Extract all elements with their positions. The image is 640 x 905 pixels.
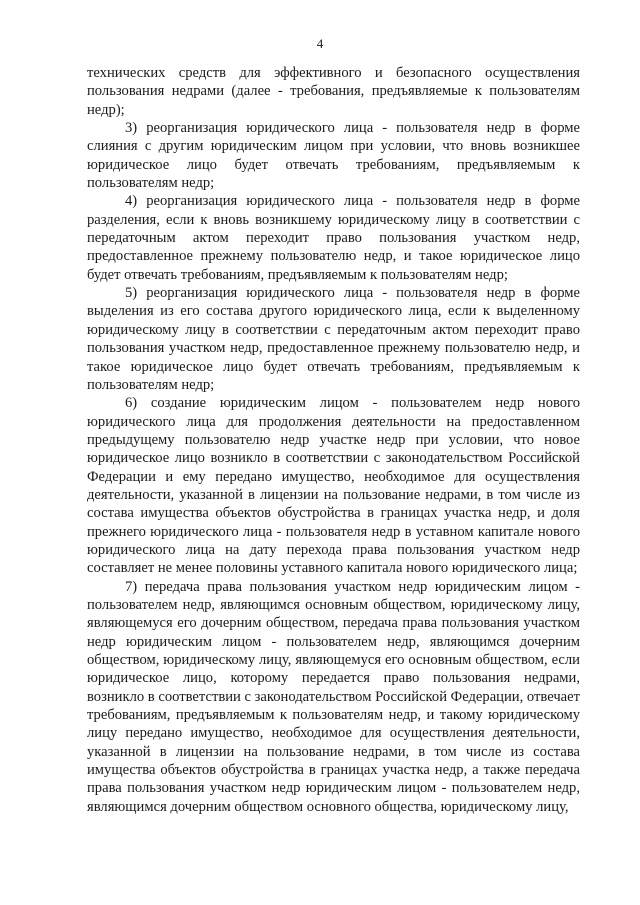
document-body (87, 64, 580, 816)
paragraph-continuation: технических средств для эффективного и безопасного осуществления пользования недрами (далее - требования, предъявляемые к пользователям недр); (87, 65, 580, 118)
paragraph-item-6: 6) создание юридическим лицом - пользователем недр нового юридического лица для продолжения деятельности на предоставленном предыдущему пользователю недр участке недр при условии, что новое юридическое лицо возникло в соответствии с законодательством Российской Федерации и ему передано имущество, необходимое для осуществления деятельности, указанной в лицензии на пользование недрами, в том числе из состава имущества объектов обустройства в границах участка недр, и доля прежнего юридического лица - пользователя недр в уставном капитале нового юридического лица на дату перехода права пользования участком недр составляет не менее половины уставного капитала нового юридического лица; (87, 395, 580, 577)
paragraph-item-4: 4) реорганизация юридического лица - пользователя недр в форме разделения, если к вновь возникшему юридическому лицу в соответствии с передаточным актом переходит право пользования участком недр, предоставленное прежнему пользователю недр, и такое юридическое лицо будет отвечать требованиям, предъявляемым к пользователям недр; (87, 193, 580, 283)
paragraph-item-3: 3) реорганизация юридического лица - пользователя недр в форме слияния с другим юридическим лицом при условии, что вновь возникшее юридическое лицо будет отвечать требованиям, предъявляемым к пользователям недр; (87, 120, 580, 192)
paragraph-item-7: 7) передача права пользования участком недр юридическим лицом - пользователем недр, являющимся основным обществом, юридическому лицу, являющемуся его дочерним обществом, передача права пользования участком недр юридическим лицом - пользователем недр, являющимся дочерним обществом, юридическому лицу, являющемуся его основным обществом, если юридическое лицо, которому передается право пользования недрами, возникло в соответствии с законодательством Российской Федерации, отвечает требованиям, предъявляемым к пользователям недр, и такому юридическому лицу передано имущество, необходимое для осуществления деятельности, указанной в лицензии на пользование недрами, в том числе из состава имущества объектов обустройства в границах участка недр, а также передача права пользования участком недр юридическим лицом - пользователем недр, являющимся дочерним обществом основного общества, юридическому лицу, (87, 578, 580, 815)
paragraph-item-5: 5) реорганизация юридического лица - пользователя недр в форме выделения из его состава другого юридического лица, если к выделенному юридическому лицу в соответствии с передаточным актом переходит право пользования участком недр, предоставленное прежнему пользователю недр, и такое юридическое лицо будет отвечать требованиям, предъявляемым к пользователям недр; (87, 285, 580, 393)
page-number: 4 (316, 36, 324, 51)
